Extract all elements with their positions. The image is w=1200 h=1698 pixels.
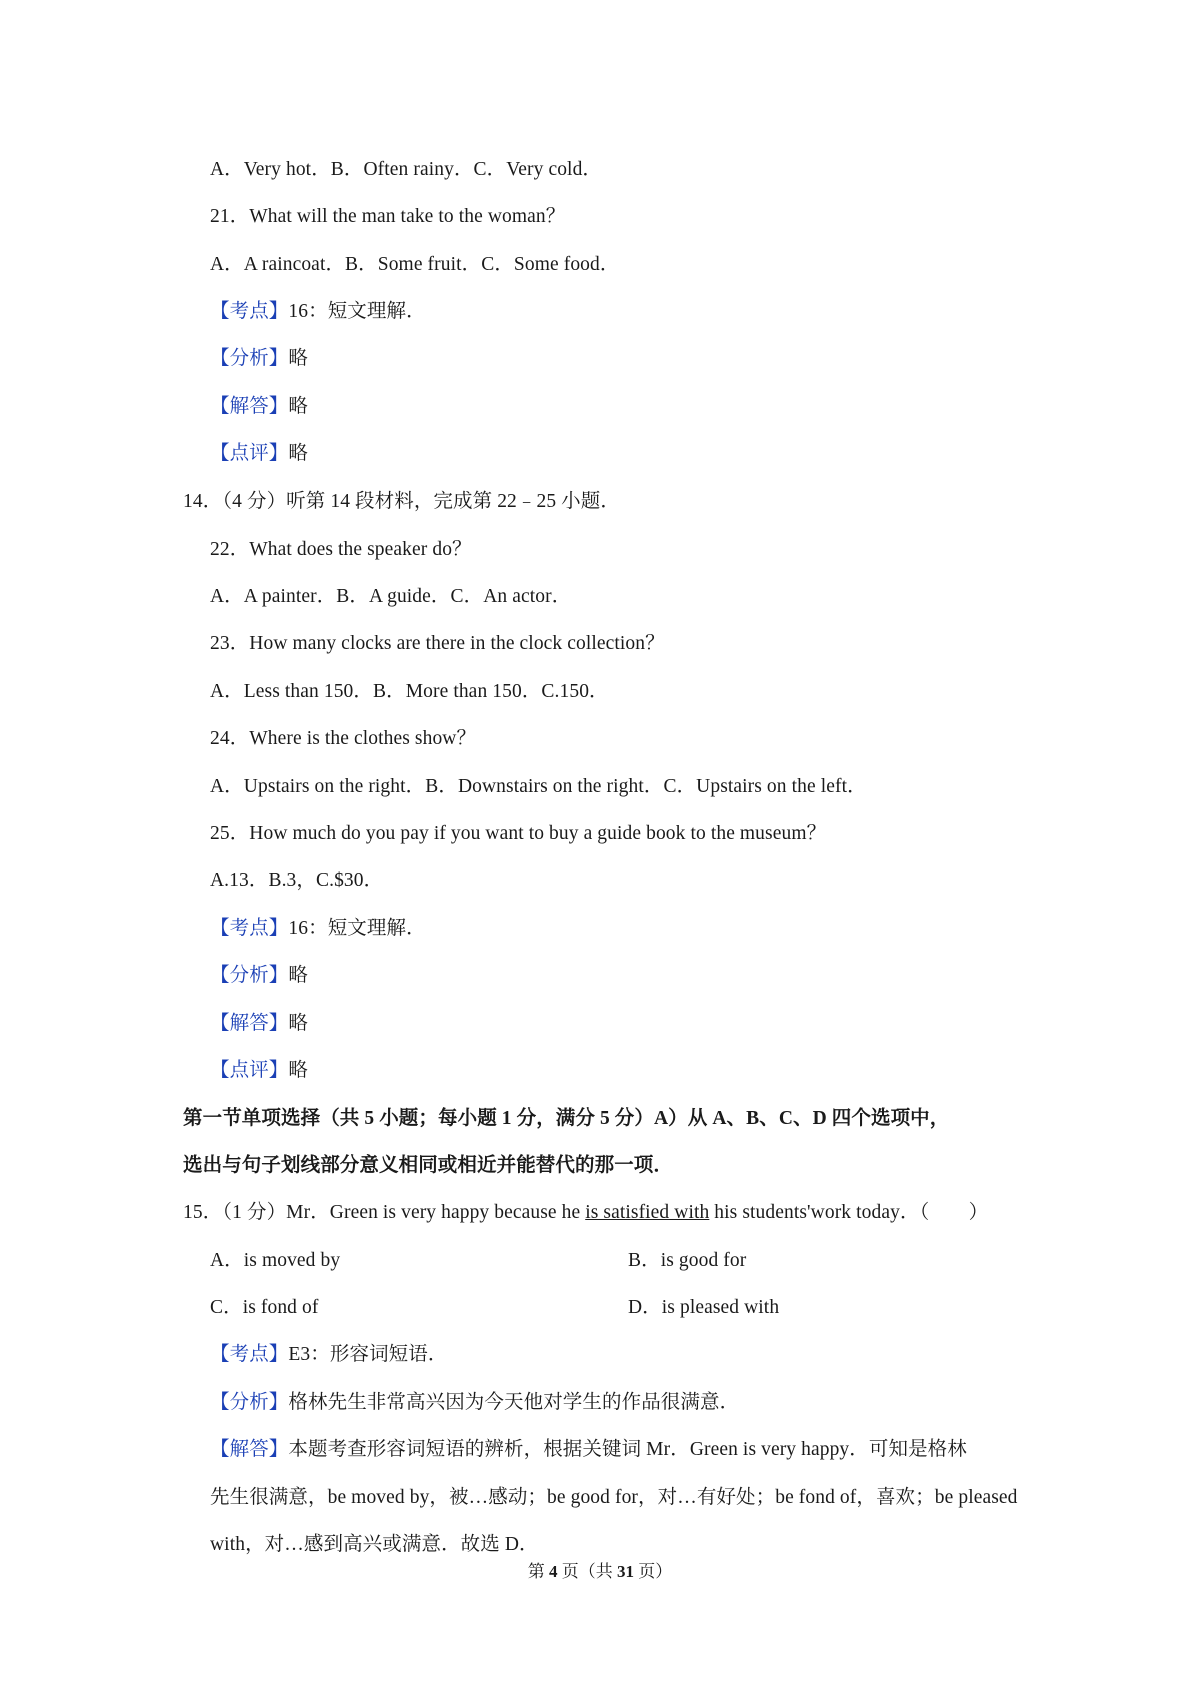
- question-23: 23．How many clocks are there in the clock collection？: [210, 633, 665, 654]
- kaodian-text: 16：短文理解．: [288, 301, 426, 322]
- fenxi-text: 略: [288, 348, 309, 369]
- underlined-phrase: is satisfied with: [585, 1202, 710, 1223]
- answer-options-24: A．Upstairs on the right．B．Downstairs on the right．C．Upstairs on the left．: [210, 776, 867, 797]
- kaodian-tag: 【考点】: [210, 301, 289, 322]
- jieda-text: 略: [288, 396, 309, 417]
- question-15: [183, 1200, 988, 1226]
- analysis-dianping-2: [210, 1058, 308, 1084]
- analysis-kaodian-1: [210, 299, 426, 325]
- page-footer: [0, 1560, 1200, 1584]
- option-b: B．is good for: [628, 1250, 747, 1271]
- question-25: 25．How much do you pay if you want to buy a guide book to the museum？: [210, 823, 827, 844]
- kaodian-text: E3：形容词短语．: [288, 1344, 448, 1365]
- answer-options-23: A．Less than 150．B．More than 150．C.150．: [210, 681, 609, 702]
- kaodian-tag: 【考点】: [210, 918, 289, 939]
- footer-middle: 页（共: [557, 1562, 617, 1581]
- analysis-fenxi-2: [210, 963, 308, 989]
- dianping-text: 略: [288, 443, 309, 464]
- jieda-text: 略: [288, 1013, 309, 1034]
- section-heading-line-1: 第一节单项选择（共 5 小题；每小题 1 分，满分 5 分）A）从 A、B、C、D 四个选项中，: [183, 1108, 950, 1129]
- fenxi-tag: 【分析】: [210, 348, 289, 369]
- question-24: 24．Where is the clothes show？: [210, 728, 477, 749]
- analysis-jieda-3-cont-1: 先生很满意，be moved by，被…感动；be good for，对…有好处；be fond of，喜欢；be pleased: [210, 1487, 1018, 1508]
- analysis-jieda-1: [210, 394, 308, 420]
- analysis-jieda-3: [210, 1437, 967, 1463]
- jieda-tag: 【解答】: [210, 1013, 289, 1034]
- dianping-text: 略: [288, 1060, 309, 1081]
- footer-page-number: 4: [549, 1562, 558, 1581]
- analysis-kaodian-3: [210, 1342, 447, 1368]
- fenxi-tag: 【分析】: [210, 1392, 289, 1413]
- analysis-dianping-1: [210, 441, 308, 467]
- analysis-fenxi-1: [210, 346, 308, 372]
- jieda-tag: 【解答】: [210, 1439, 289, 1460]
- kaodian-tag: 【考点】: [210, 1344, 289, 1365]
- question-15-pre: 15．（1 分）Mr．Green is very happy because he: [183, 1202, 586, 1223]
- jieda-tag: 【解答】: [210, 396, 289, 417]
- dianping-tag: 【点评】: [210, 1060, 289, 1081]
- kaodian-text: 16：短文理解．: [288, 918, 426, 939]
- dianping-tag: 【点评】: [210, 443, 289, 464]
- question-14-heading: 14．（4 分）听第 14 段材料，完成第 22﹣25 小题．: [183, 491, 620, 512]
- option-a: A．is moved by: [210, 1250, 341, 1271]
- question-22: 22．What does the speaker do？: [210, 539, 472, 560]
- answer-options-21: A．A raincoat．B．Some fruit．C．Some food．: [210, 254, 620, 275]
- answer-options-22: A．A painter．B．A guide．C．An actor．: [210, 586, 572, 607]
- footer-total-pages: 31: [617, 1562, 634, 1581]
- section-heading-line-2: 选出与句子划线部分意义相同或相近并能替代的那一项．: [183, 1155, 674, 1176]
- analysis-jieda-2: [210, 1011, 308, 1037]
- question-21: 21．What will the man take to the woman？: [210, 206, 566, 227]
- fenxi-tag: 【分析】: [210, 965, 289, 986]
- footer-prefix: 第: [527, 1562, 549, 1581]
- analysis-kaodian-2: [210, 916, 426, 942]
- analysis-jieda-3-cont-2: with，对…感到高兴或满意．故选 D．: [210, 1534, 539, 1555]
- answer-options-25: A.13．B.3，C.$30．: [210, 870, 384, 891]
- option-d: D．is pleased with: [628, 1297, 780, 1318]
- analysis-fenxi-3: [210, 1390, 739, 1416]
- fenxi-text: 格林先生非常高兴因为今天他对学生的作品很满意．: [288, 1392, 740, 1413]
- footer-suffix: 页）: [634, 1562, 673, 1581]
- option-c: C．is fond of: [210, 1297, 319, 1318]
- fenxi-text: 略: [288, 965, 309, 986]
- jieda-text: 本题考查形容词短语的辨析，根据关键词 Mr．Green is very happy．可知是格林: [288, 1439, 967, 1460]
- question-15-post: his students'work today．（ ）: [709, 1202, 989, 1223]
- answer-options-20: A．Very hot．B．Often rainy．C．Very cold．: [210, 159, 603, 180]
